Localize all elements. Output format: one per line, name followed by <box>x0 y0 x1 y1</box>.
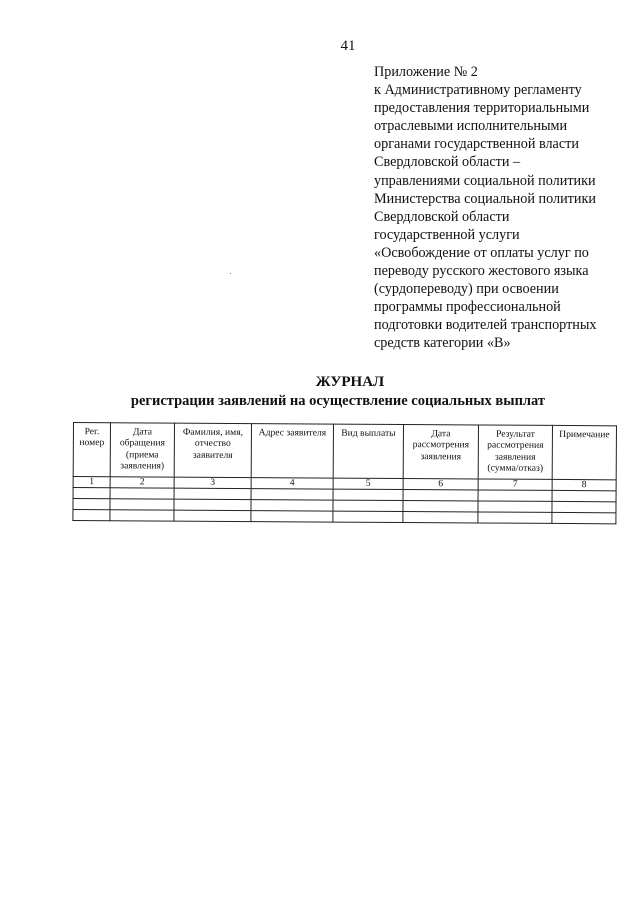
table-cell <box>478 501 552 512</box>
column-number: 2 <box>110 477 174 488</box>
table-cell <box>73 488 110 499</box>
journal-subtitle: регистрации заявлений на осуществление социальных выплат <box>130 393 546 409</box>
table-cell <box>403 490 478 501</box>
table-cell <box>478 490 552 501</box>
table-row <box>73 510 616 524</box>
journal-title: ЖУРНАЛ <box>315 374 385 390</box>
appendix-line: государственной услуги <box>374 226 520 243</box>
table-cell <box>403 512 478 523</box>
column-number: 5 <box>333 478 403 489</box>
column-number: 1 <box>73 477 110 488</box>
appendix-line: Приложение № 2 <box>374 64 478 80</box>
column-header: Адрес заявителя <box>251 424 333 478</box>
appendix-line: «Освобождение от оплаты услуг по <box>374 244 589 261</box>
table-cell <box>251 489 333 501</box>
column-header: Дата рассмотрения заявления <box>403 425 478 479</box>
table-cell <box>552 501 616 512</box>
table-cell <box>333 489 403 500</box>
table-cell <box>478 512 552 523</box>
table-cell <box>110 488 174 499</box>
appendix-line: Министерства социальной политики <box>374 190 596 207</box>
column-header: Дата обращения (приема заявления) <box>110 423 174 477</box>
appendix-line: подготовки водителей транспортных <box>374 317 597 334</box>
appendix-block <box>374 63 626 353</box>
scan-speck <box>230 273 231 274</box>
appendix-line: управлениями социальной политики <box>374 172 596 189</box>
table-cell <box>73 510 110 521</box>
page-number: 41 <box>340 38 356 54</box>
appendix-line: отраслевыми исполнительными <box>374 118 568 135</box>
appendix-line: Свердловской области – <box>374 154 521 171</box>
column-header: Результат рассмотрения заявления (сумма/отказ) <box>478 425 552 479</box>
table-cell <box>110 510 174 521</box>
appendix-line: переводу русского жестового языка <box>374 263 589 280</box>
table-cell <box>333 500 403 511</box>
table-cell <box>552 512 616 523</box>
column-header: Рег. номер <box>73 423 110 477</box>
table-cell <box>333 511 403 522</box>
table-cell <box>73 499 110 510</box>
table-header-row <box>73 423 616 480</box>
appendix-line: органами государственной власти <box>374 136 579 153</box>
table-cell <box>251 500 333 512</box>
column-header: Фамилия, имя, отчество заявителя <box>174 423 251 477</box>
table-cell <box>174 488 251 499</box>
table-cell <box>403 501 478 512</box>
column-header: Примечание <box>552 425 616 479</box>
appendix-line: средств категории «В» <box>374 335 511 352</box>
table-cell <box>174 510 251 521</box>
table-cell <box>174 499 251 510</box>
column-header: Вид выплаты <box>333 424 403 478</box>
table-cell <box>110 499 174 510</box>
appendix-line: программы профессиональной <box>374 299 561 316</box>
table-cell <box>251 511 333 523</box>
appendix-line: предоставления территориальными <box>374 100 590 117</box>
column-number: 4 <box>251 478 333 490</box>
registration-table <box>72 422 617 524</box>
column-number: 3 <box>174 477 251 488</box>
table-cell <box>552 490 616 501</box>
appendix-line: Свердловской области <box>374 208 510 225</box>
column-number: 7 <box>478 479 552 490</box>
appendix-line: (сурдопереводу) при освоении <box>374 281 559 298</box>
appendix-line: к Административному регламенту <box>374 82 582 99</box>
column-number: 8 <box>552 479 616 490</box>
column-number: 6 <box>403 479 478 490</box>
